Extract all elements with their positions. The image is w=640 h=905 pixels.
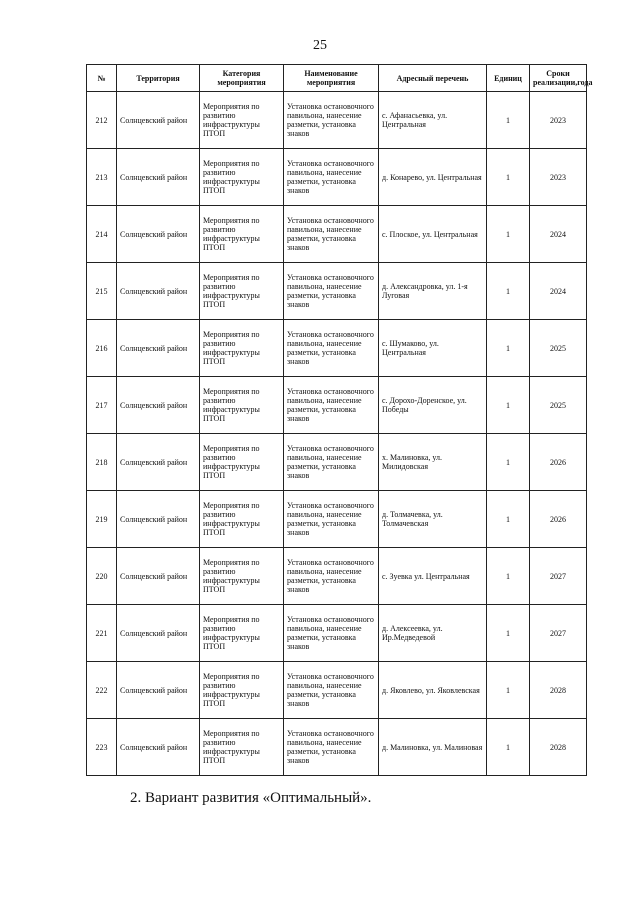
address-cell: с. Афанасьевка, ул. Центральная [379, 92, 487, 149]
year-cell: 2028 [530, 662, 587, 719]
year-cell: 2027 [530, 605, 587, 662]
name-cell: Установка остановочного павильона, нанесение разметки, установка знаков [284, 548, 379, 605]
header-category: Категория мероприятия [200, 65, 284, 92]
address-cell: д. Малиновка, ул. Малиновая [379, 719, 487, 776]
territory-cell: Солнцевский район [117, 548, 200, 605]
name-cell: Установка остановочного павильона, нанесение разметки, установка знаков [284, 434, 379, 491]
page-number: 25 [313, 38, 327, 53]
territory-cell: Солнцевский район [117, 662, 200, 719]
address-cell: д. Конарево, ул. Центральная [379, 149, 487, 206]
territory-cell: Солнцевский район [117, 377, 200, 434]
units-cell: 1 [487, 719, 530, 776]
units-cell: 1 [487, 434, 530, 491]
row-number: 217 [87, 377, 117, 434]
units-cell: 1 [487, 206, 530, 263]
table-row [87, 434, 587, 491]
units-cell: 1 [487, 320, 530, 377]
category-cell: Мероприятия по развитию инфраструктуры ПТОП [200, 320, 284, 377]
category-cell: Мероприятия по развитию инфраструктуры ПТОП [200, 434, 284, 491]
units-cell: 1 [487, 548, 530, 605]
category-cell: Мероприятия по развитию инфраструктуры ПТОП [200, 662, 284, 719]
category-cell: Мероприятия по развитию инфраструктуры ПТОП [200, 719, 284, 776]
table-row [87, 149, 587, 206]
row-number: 214 [87, 206, 117, 263]
territory-cell: Солнцевский район [117, 491, 200, 548]
units-cell: 1 [487, 605, 530, 662]
table-row [87, 605, 587, 662]
territory-cell: Солнцевский район [117, 206, 200, 263]
header-number: № [87, 65, 117, 92]
category-cell: Мероприятия по развитию инфраструктуры ПТОП [200, 149, 284, 206]
row-number: 220 [87, 548, 117, 605]
category-cell: Мероприятия по развитию инфраструктуры ПТОП [200, 491, 284, 548]
year-cell: 2026 [530, 434, 587, 491]
year-cell: 2027 [530, 548, 587, 605]
units-cell: 1 [487, 263, 530, 320]
section-heading: 2. Вариант развития «Оптимальный». [130, 790, 372, 806]
category-cell: Мероприятия по развитию инфраструктуры ПТОП [200, 377, 284, 434]
name-cell: Установка остановочного павильона, нанесение разметки, установка знаков [284, 719, 379, 776]
year-cell: 2026 [530, 491, 587, 548]
year-cell: 2025 [530, 377, 587, 434]
name-cell: Установка остановочного павильона, нанесение разметки, установка знаков [284, 206, 379, 263]
units-cell: 1 [487, 662, 530, 719]
row-number: 216 [87, 320, 117, 377]
category-cell: Мероприятия по развитию инфраструктуры ПТОП [200, 92, 284, 149]
address-cell: д. Яковлево, ул. Яковлевская [379, 662, 487, 719]
year-cell: 2025 [530, 320, 587, 377]
units-cell: 1 [487, 92, 530, 149]
units-cell: 1 [487, 491, 530, 548]
address-cell: д. Алексеевка, ул. Ир.Медведевой [379, 605, 487, 662]
row-number: 219 [87, 491, 117, 548]
category-cell: Мероприятия по развитию инфраструктуры ПТОП [200, 263, 284, 320]
name-cell: Установка остановочного павильона, нанесение разметки, установка знаков [284, 377, 379, 434]
address-cell: д. Толмачевка, ул. Толмачевская [379, 491, 487, 548]
table-row [87, 548, 587, 605]
name-cell: Установка остановочного павильона, нанесение разметки, установка знаков [284, 662, 379, 719]
address-cell: д. Александровка, ул. 1-я Луговая [379, 263, 487, 320]
territory-cell: Солнцевский район [117, 320, 200, 377]
units-cell: 1 [487, 377, 530, 434]
territory-cell: Солнцевский район [117, 92, 200, 149]
address-cell: с. Зуевка ул. Центральная [379, 548, 487, 605]
territory-cell: Солнцевский район [117, 263, 200, 320]
table-header-row [87, 65, 587, 92]
name-cell: Установка остановочного павильона, нанесение разметки, установка знаков [284, 92, 379, 149]
name-cell: Установка остановочного павильона, нанесение разметки, установка знаков [284, 491, 379, 548]
territory-cell: Солнцевский район [117, 434, 200, 491]
territory-cell: Солнцевский район [117, 719, 200, 776]
header-years: Сроки реализации,года [530, 65, 587, 92]
units-cell: 1 [487, 149, 530, 206]
name-cell: Установка остановочного павильона, нанесение разметки, установка знаков [284, 605, 379, 662]
year-cell: 2024 [530, 263, 587, 320]
table-body [87, 92, 587, 776]
header-units: Единиц [487, 65, 530, 92]
table-row [87, 206, 587, 263]
address-cell: с. Дорохо-Доренское, ул. Победы [379, 377, 487, 434]
header-name: Наименование мероприятия [284, 65, 379, 92]
table-row [87, 719, 587, 776]
row-number: 215 [87, 263, 117, 320]
table-row [87, 377, 587, 434]
address-cell: х. Малиновка, ул. Милидовская [379, 434, 487, 491]
row-number: 223 [87, 719, 117, 776]
table-row [87, 263, 587, 320]
address-cell: с. Шумаково, ул. Центральная [379, 320, 487, 377]
row-number: 213 [87, 149, 117, 206]
address-cell: с. Плоское, ул. Центральная [379, 206, 487, 263]
category-cell: Мероприятия по развитию инфраструктуры ПТОП [200, 206, 284, 263]
row-number: 222 [87, 662, 117, 719]
header-territory: Территория [117, 65, 200, 92]
table-row [87, 92, 587, 149]
row-number: 218 [87, 434, 117, 491]
header-address: Адресный перечень [379, 65, 487, 92]
year-cell: 2023 [530, 92, 587, 149]
category-cell: Мероприятия по развитию инфраструктуры ПТОП [200, 605, 284, 662]
table-row [87, 662, 587, 719]
table-row [87, 320, 587, 377]
territory-cell: Солнцевский район [117, 149, 200, 206]
category-cell: Мероприятия по развитию инфраструктуры ПТОП [200, 548, 284, 605]
year-cell: 2023 [530, 149, 587, 206]
name-cell: Установка остановочного павильона, нанесение разметки, установка знаков [284, 320, 379, 377]
table-row [87, 491, 587, 548]
measures-table [86, 64, 593, 776]
name-cell: Установка остановочного павильона, нанесение разметки, установка знаков [284, 149, 379, 206]
name-cell: Установка остановочного павильона, нанесение разметки, установка знаков [284, 263, 379, 320]
row-number: 221 [87, 605, 117, 662]
row-number: 212 [87, 92, 117, 149]
year-cell: 2024 [530, 206, 587, 263]
territory-cell: Солнцевский район [117, 605, 200, 662]
year-cell: 2028 [530, 719, 587, 776]
